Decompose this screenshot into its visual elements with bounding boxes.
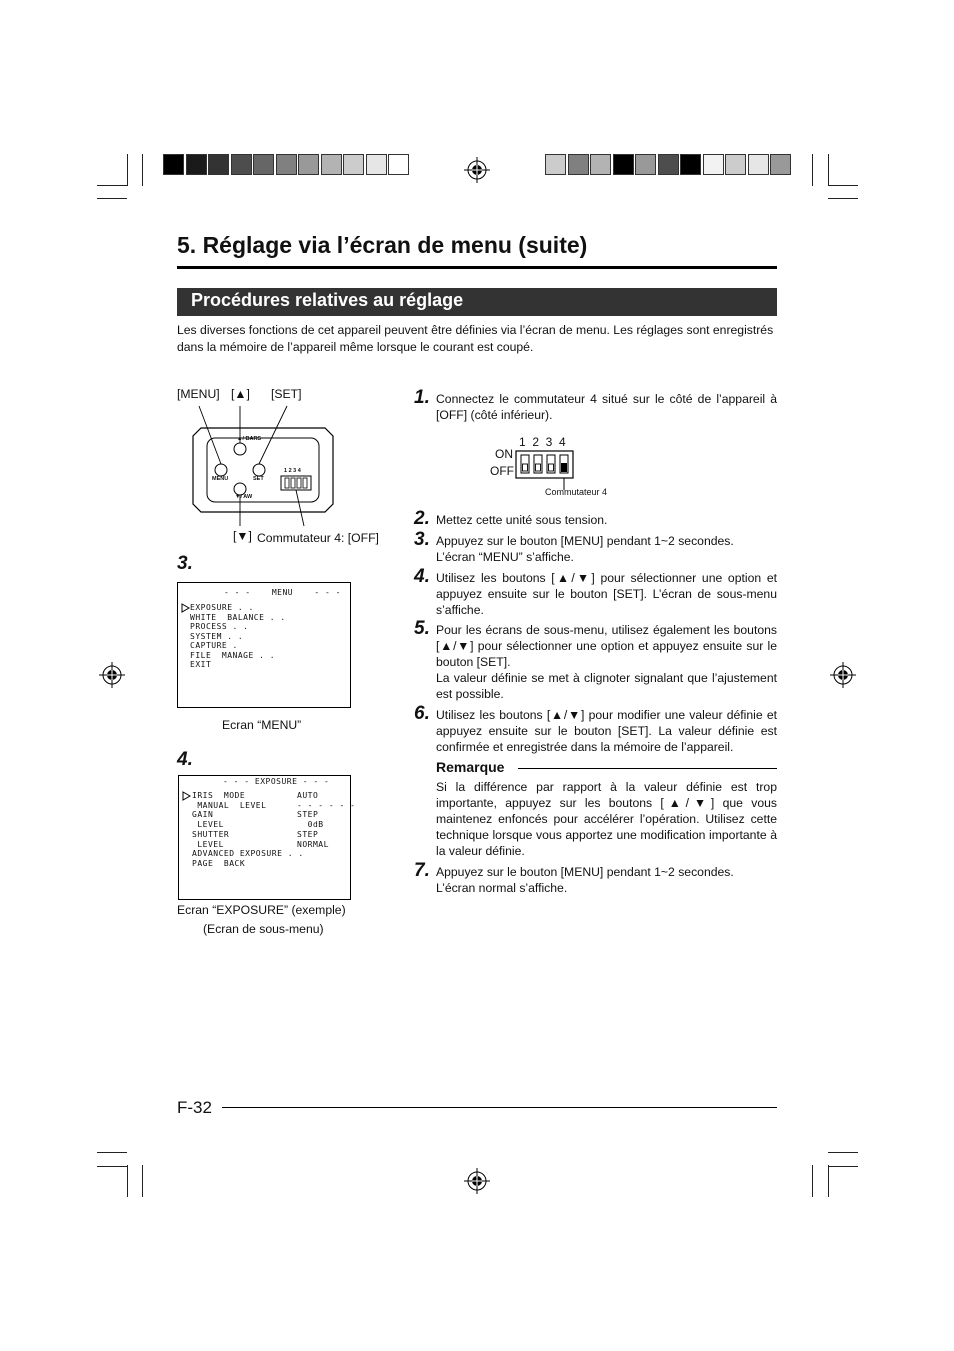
- color-swatch: [703, 154, 724, 175]
- step-4-text: Utilisez les boutons [▲/▼] pour sélectionner une option et appuyez ensuite sur le bouton [SET]. L’écran de sous-menu s’affiche.: [436, 571, 777, 617]
- dip-caption: Commutateur 4: [545, 487, 608, 497]
- color-swatch: [163, 154, 184, 175]
- step-6-number: 6.: [414, 703, 430, 724]
- step-2-text: Mettez cette unité sous tension.: [436, 513, 608, 527]
- label-down-button: [▼]: [233, 529, 252, 543]
- color-swatch: [366, 154, 387, 175]
- registration-mark-icon: [830, 662, 856, 688]
- step-7-text: Appuyez sur le bouton [MENU] pendant 1~2 secondes.: [436, 865, 734, 879]
- step-3-text: Appuyez sur le bouton [MENU] pendant 1~2 secondes.: [436, 534, 734, 548]
- footer-rule: [222, 1107, 777, 1108]
- exposure-item-label: IRIS MODE: [192, 791, 246, 800]
- intro-paragraph: Les diverses fonctions de cet appareil peuvent être définies via l’écran de menu. Les réglages sont enregistrés dans la mémoire de l’appareil même lorsque le courant est coupé.: [177, 323, 774, 354]
- menu-item: SYSTEM . .: [190, 631, 244, 641]
- section-banner: [177, 288, 777, 316]
- step-4-number: 4.: [414, 566, 430, 587]
- dip-numbers: 1 2 3 4: [519, 435, 566, 449]
- color-swatch: [208, 154, 229, 175]
- page-number: F-32: [177, 1098, 212, 1117]
- exposure-item-value: STEP: [297, 810, 319, 820]
- label-menu-button: [MENU]: [177, 387, 220, 401]
- section-title: Procédures relatives au réglage: [191, 290, 464, 310]
- menu-item: EXPOSURE . .: [190, 603, 254, 612]
- color-swatch: [186, 154, 207, 175]
- device-label-bars: ▲/ BARS: [237, 436, 262, 442]
- color-swatch: [568, 154, 589, 175]
- registration-mark-icon: [464, 157, 490, 183]
- step-5-text: Pour les écrans de sous-menu, utilisez également les boutons [▲/▼] pour sélectionner une option et appuyez ensuite sur le bouton [SET].: [436, 623, 777, 669]
- color-swatch: [748, 154, 769, 175]
- step-3-number: 3.: [414, 529, 430, 550]
- menu-item: EXIT: [190, 660, 212, 669]
- color-swatch: [321, 154, 342, 175]
- exposure-caption-2: (Ecran de sous-menu): [203, 922, 324, 936]
- color-swatch: [231, 154, 252, 175]
- cursor-triangle-icon: [182, 791, 191, 801]
- label-up-button: [▲]: [231, 387, 250, 401]
- dip-on-label: ON: [495, 447, 513, 461]
- color-swatch: [388, 154, 409, 175]
- step-3-text-2: L’écran “MENU” s’affiche.: [436, 550, 574, 564]
- exposure-item-label: PAGE BACK: [192, 858, 246, 868]
- step-7-text-2: L’écran normal s’affiche.: [436, 881, 568, 895]
- menu-item: WHITE BALANCE . .: [190, 612, 286, 622]
- exposure-item-label: GAIN: [192, 810, 214, 820]
- exposure-item-value: 0dB: [297, 820, 324, 830]
- color-swatch: [590, 154, 611, 175]
- exposure-item-label: SHUTTER: [192, 829, 230, 839]
- step-number-4-left: 4.: [177, 749, 193, 770]
- color-swatch: [770, 154, 791, 175]
- menu-item: CAPTURE .: [190, 641, 238, 650]
- device-label-dip-nums: 1 2 3 4: [284, 468, 301, 474]
- menu-item: PROCESS . .: [190, 622, 249, 631]
- step-1-text: Connectez le commutateur 4 situé sur le côté de l’appareil à [OFF] (côté inférieur).: [436, 392, 777, 422]
- cursor-triangle-icon: [181, 603, 190, 613]
- remarque-heading: Remarque: [436, 759, 505, 775]
- step-1-number: 1.: [414, 387, 430, 408]
- device-label-set: SET: [253, 476, 264, 482]
- title-rule: [177, 266, 777, 269]
- registration-mark-icon: [99, 662, 125, 688]
- color-swatch: [343, 154, 364, 175]
- color-swatch: [276, 154, 297, 175]
- color-swatch: [658, 154, 679, 175]
- exposure-caption-1: Ecran “EXPOSURE” (exemple): [177, 903, 346, 917]
- device-label-aw: ▼/ AW: [235, 494, 253, 500]
- exposure-item-label: LEVEL: [192, 839, 224, 849]
- step-number-3-left: 3.: [177, 553, 193, 574]
- menu-item: FILE MANAGE . .: [190, 650, 276, 660]
- exposure-screen-header: - - - EXPOSURE - - -: [223, 777, 330, 786]
- remarque-rule: [518, 768, 777, 769]
- step-6-text: Utilisez les boutons [▲/▼] pour modifier une valeur définie et appuyez ensuite sur le bouton [SET]. La valeur définie est confirmée et enregistrée dans la mémoire de l’appareil.: [436, 708, 777, 754]
- menu-screen-caption: Ecran “MENU”: [222, 718, 302, 732]
- step-5-number: 5.: [414, 618, 430, 639]
- step-5-text-2: La valeur définie se met à clignoter signalant que l’ajustement est possible.: [436, 671, 777, 701]
- label-set-button: [SET]: [271, 387, 302, 401]
- exposure-item-value: AUTO: [297, 791, 319, 800]
- exposure-item-value: - - - - - -: [297, 800, 356, 810]
- step-7-number: 7.: [414, 860, 430, 881]
- color-swatch: [613, 154, 634, 175]
- remarque-text: Si la différence par rapport à la valeur définie est trop importante, appuyez sur les boutons [▲/▼] que vous maintenez enfoncés pour accélérer l’opération. Utilisez cette technique lorsque vous apportez une modification importante à la valeur définie.: [436, 780, 777, 858]
- label-switch-off: Commutateur 4: [OFF]: [257, 531, 379, 545]
- color-swatch: [680, 154, 701, 175]
- color-swatch: [253, 154, 274, 175]
- exposure-item-label: LEVEL: [192, 820, 224, 830]
- color-swatch: [725, 154, 746, 175]
- menu-screen: [177, 582, 351, 708]
- exposure-item-label: MANUAL LEVEL: [192, 800, 267, 810]
- exposure-item-value: STEP: [297, 829, 319, 839]
- exposure-item-value: NORMAL: [297, 839, 329, 849]
- menu-screen-header: - - - MENU - - -: [224, 588, 341, 597]
- step-2-number: 2.: [414, 508, 430, 529]
- color-swatch: [635, 154, 656, 175]
- color-swatch: [298, 154, 319, 175]
- registration-mark-icon: [464, 1168, 490, 1194]
- dip-off-label: OFF: [490, 464, 514, 478]
- page-title: 5. Réglage via l’écran de menu (suite): [177, 232, 588, 258]
- device-label-menu: MENU: [212, 476, 229, 482]
- exposure-screen: [178, 775, 356, 900]
- color-swatch: [545, 154, 566, 175]
- exposure-item-label: ADVANCED EXPOSURE . .: [192, 849, 304, 859]
